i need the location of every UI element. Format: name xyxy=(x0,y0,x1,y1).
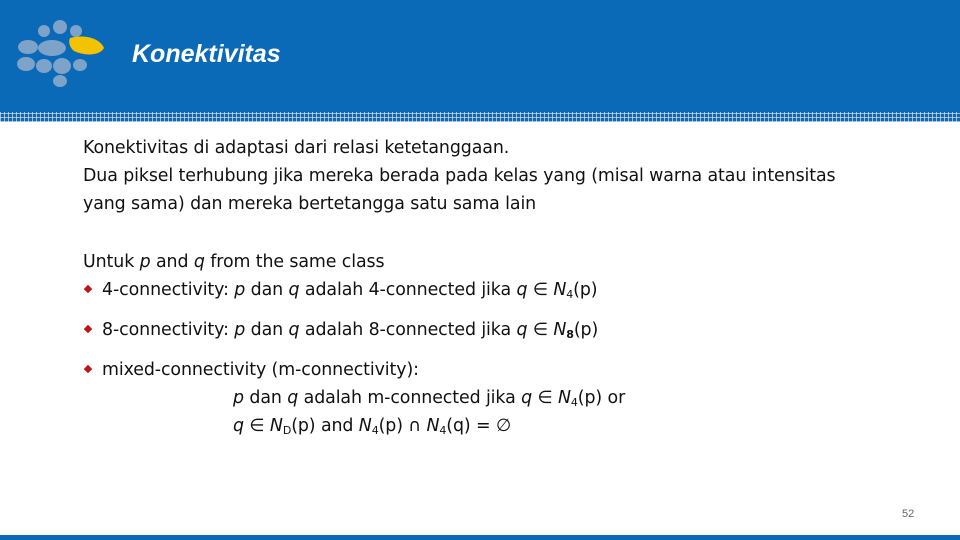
bullet-label: mixed-connectivity (m-connectivity): xyxy=(102,360,419,380)
set-n: N xyxy=(426,416,440,436)
bullet-text: adalah 4-connected jika xyxy=(304,280,512,300)
argument: (p) xyxy=(378,416,403,436)
university-logo-icon xyxy=(14,20,106,88)
subscript: 8 xyxy=(566,328,574,341)
set-n: N xyxy=(358,416,372,436)
var-q: q xyxy=(287,388,299,408)
word-dan: dan xyxy=(250,320,284,340)
set-n: N xyxy=(553,320,567,340)
rule-suffix: from the same class xyxy=(210,252,385,272)
bullet-8-connectivity xyxy=(83,316,943,344)
word-dan: dan xyxy=(250,280,284,300)
argument: (p) xyxy=(573,320,599,340)
var-q: q xyxy=(516,280,528,300)
header-pattern-stripe xyxy=(0,112,960,122)
word-dan: dan xyxy=(249,388,282,408)
argument: (p) xyxy=(577,388,603,408)
equals-symbol: = xyxy=(476,416,491,436)
subscript: D xyxy=(282,424,292,437)
footer-bar xyxy=(0,535,960,540)
diamond-bullet-icon xyxy=(84,325,92,333)
bullet-label: 4-connectivity: xyxy=(102,280,229,300)
slide-header xyxy=(0,0,960,112)
class-rule-line xyxy=(83,248,943,276)
slide-content xyxy=(83,134,943,440)
subscript: 4 xyxy=(439,424,447,437)
condition-text: adalah m-connected jika xyxy=(303,388,516,408)
argument: (p) xyxy=(291,416,316,436)
var-p: p xyxy=(233,388,244,408)
set-n: N xyxy=(269,416,283,436)
var-q: q xyxy=(288,280,300,300)
bullet-label: 8-connectivity: xyxy=(102,320,229,340)
var-q: q xyxy=(288,320,300,340)
page-number: 52 xyxy=(902,508,915,520)
intro-line-2: Dua piksel terhubung jika mereka berada pada kelas yang (misal warna atau intensitas xyxy=(83,166,836,186)
var-q: q xyxy=(516,320,528,340)
subscript: 4 xyxy=(566,288,574,301)
bullet-4-connectivity xyxy=(83,276,943,304)
intro-line-1: Konektivitas di adaptasi dari relasi ketetanggaan. xyxy=(83,138,510,158)
element-of-symbol: ∈ xyxy=(532,280,548,300)
intro-line-3: yang sama) dan mereka bertetangga satu sama lain xyxy=(83,194,537,214)
var-q: q xyxy=(193,252,205,272)
bullet-text: adalah 8-connected jika xyxy=(304,320,512,340)
rule-and: and xyxy=(156,252,189,272)
empty-set-symbol: ∅ xyxy=(495,416,512,436)
mixed-condition-line-1 xyxy=(83,384,943,412)
var-p: p xyxy=(139,252,151,272)
var-q: q xyxy=(521,388,533,408)
set-n: N xyxy=(553,280,567,300)
var-p: p xyxy=(234,280,246,300)
word-and: and xyxy=(320,416,354,436)
diamond-bullet-icon xyxy=(84,365,92,373)
slide-title: Konektivitas xyxy=(132,40,281,68)
word-or: or xyxy=(607,388,626,408)
intersection-symbol: ∩ xyxy=(408,416,422,436)
var-q: q xyxy=(233,416,244,436)
subscript: 4 xyxy=(371,424,379,437)
rule-prefix: Untuk xyxy=(83,252,135,272)
element-of-symbol: ∈ xyxy=(249,416,265,436)
argument: (p) xyxy=(573,280,598,300)
var-p: p xyxy=(234,320,246,340)
diamond-bullet-icon xyxy=(84,285,92,293)
element-of-symbol: ∈ xyxy=(537,388,553,408)
mixed-condition-line-2 xyxy=(83,412,943,440)
set-n: N xyxy=(557,388,571,408)
bullet-mixed-connectivity xyxy=(83,356,943,384)
subscript: 4 xyxy=(570,396,578,409)
argument: (q) xyxy=(446,416,471,436)
element-of-symbol: ∈ xyxy=(532,320,548,340)
